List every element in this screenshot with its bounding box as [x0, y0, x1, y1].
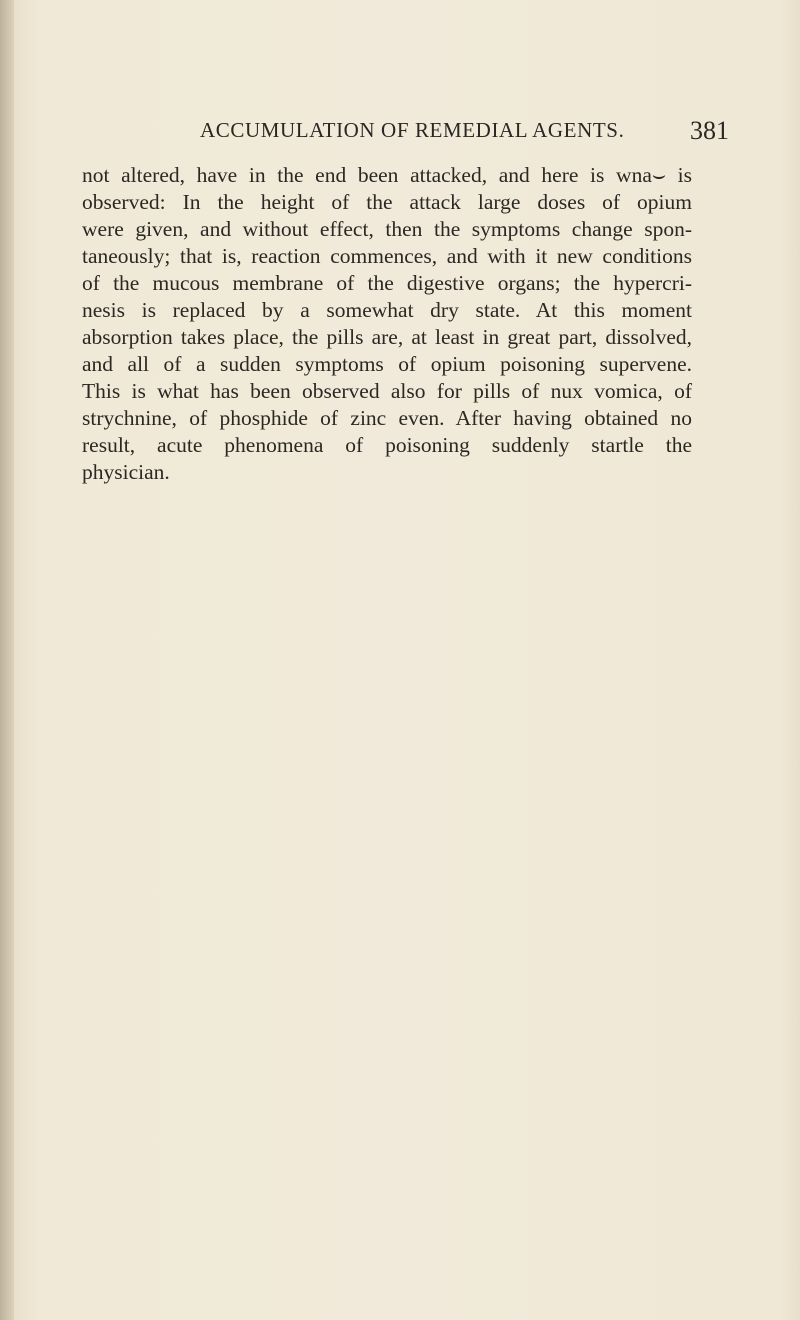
body-paragraph	[82, 162, 692, 486]
text-line: strychnine, of phosphide of zinc even. After having obtained no	[82, 406, 692, 430]
text-line: result, acute phenomena of poisoning suddenly startle the	[82, 433, 692, 457]
text-line: observed: In the height of the attack large doses of opium	[82, 190, 692, 214]
page-gutter	[0, 0, 14, 1320]
text-line: physician.	[82, 460, 170, 484]
text-line: taneously; that is, reaction commences, and with it new conditions	[82, 244, 692, 268]
text-line: were given, and without effect, then the symptoms change spon-	[82, 217, 692, 241]
text-line: nesis is replaced by a somewhat dry state. At this moment	[82, 298, 692, 322]
page-number: 381	[690, 116, 729, 145]
text-line: and all of a sudden symptoms of opium poisoning supervene.	[82, 352, 692, 376]
text-line: of the mucous membrane of the digestive organs; the hypercri-	[82, 271, 692, 295]
text-line: not altered, have in the end been attacked, and here is wna⌣ is	[82, 163, 692, 187]
text-line: absorption takes place, the pills are, at least in great part, dissolved,	[82, 325, 692, 349]
running-head: ACCUMULATION OF REMEDIAL AGENTS.	[200, 118, 625, 142]
text-line: This is what has been observed also for pills of nux vomica, of	[82, 379, 692, 403]
